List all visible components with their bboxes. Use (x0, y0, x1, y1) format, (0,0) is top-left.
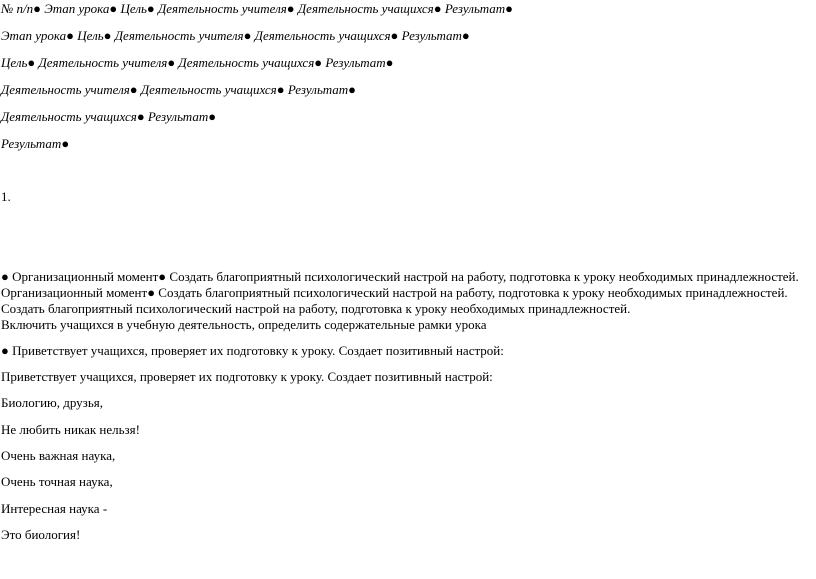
poem-line-1: Биологию, друзья, (1, 395, 103, 410)
poem-line-6: Это биология! (1, 527, 81, 542)
stage-row-3: Создать благоприятный психологический настрой на работу, подготовка к уроку необходимых принадлежностей. (1, 301, 631, 316)
header-row-1: № п/п● Этап урока● Цель● Деятельность учителя● Деятельность учащихся● Результат● (1, 1, 514, 16)
teacher-row-2: Приветствует учащихся, проверяет их подготовку к уроку. Создает позитивный настрой: (1, 369, 493, 384)
stage-goal-line: Включить учащихся в учебную деятельность, определить содержательные рамки урока (1, 317, 487, 332)
poem-line-4: Очень точная наука, (1, 474, 113, 489)
header-row-3: Цель● Деятельность учителя● Деятельность учащихся● Результат● (1, 55, 394, 70)
header-row-6: Результат● (1, 136, 70, 151)
poem-line-3: Очень важная наука, (1, 448, 116, 463)
poem-line-2: Не любить никак нельзя! (1, 422, 140, 437)
stage-row-2: Организационный момент● Создать благоприятный психологический настрой на работу, подготовка к уроку необходимых принадлежностей. (1, 285, 788, 300)
teacher-row-1: ● Приветствует учащихся, проверяет их подготовку к уроку. Создает позитивный настрой: (1, 343, 504, 358)
row-number: 1. (1, 189, 11, 204)
stage-row-1: ● Организационный момент● Создать благоприятный психологический настрой на работу, подготовка к уроку необходимых принадлежностей. (1, 269, 799, 284)
header-row-4: Деятельность учителя● Деятельность учащихся● Результат● (1, 82, 356, 97)
header-row-5: Деятельность учащихся● Результат● (1, 109, 217, 124)
header-row-2: Этап урока● Цель● Деятельность учителя● Деятельность учащихся● Результат● (1, 28, 470, 43)
poem-line-5: Интересная наука - (1, 501, 108, 516)
